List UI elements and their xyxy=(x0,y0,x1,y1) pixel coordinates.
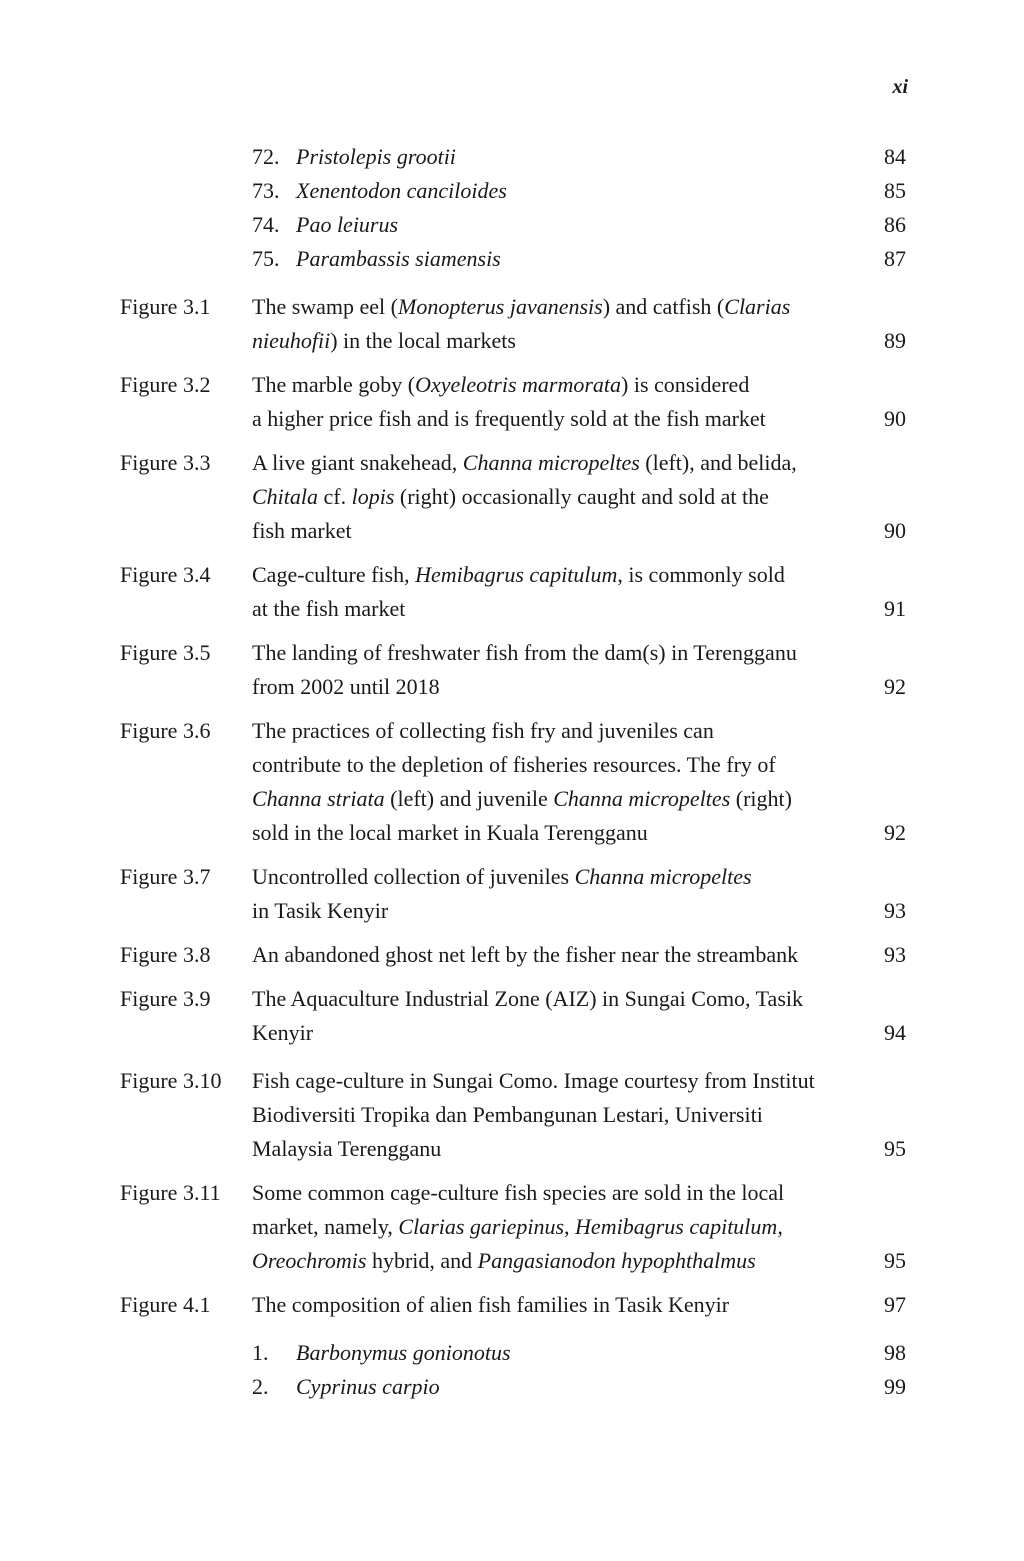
figure-caption xyxy=(252,290,870,358)
plate-page-number: 86 xyxy=(884,212,906,237)
caption-text: Kenyir xyxy=(252,1020,314,1045)
plate-species-name: Cyprinus carpio xyxy=(296,1374,440,1399)
plate-species-name: Xenentodon canciloides xyxy=(296,178,507,203)
figure-page-number: 95 xyxy=(884,1248,906,1273)
species-name: nieuhofii xyxy=(252,328,331,353)
species-name: Pangasianodon hypophthalmus xyxy=(477,1248,756,1273)
figure-caption xyxy=(252,1288,870,1322)
plate-number: 2. xyxy=(252,1374,269,1399)
figure-label: Figure 3.3 xyxy=(120,450,211,475)
caption-text: ) in the local markets xyxy=(330,328,516,353)
figure-label: Figure 3.4 xyxy=(120,562,211,587)
figure-caption xyxy=(252,446,870,548)
plate-title xyxy=(252,242,870,276)
caption-text: at the fish market xyxy=(252,596,406,621)
caption-text: , xyxy=(564,1214,576,1239)
caption-text: An abandoned ghost net left by the fisher near the streambank xyxy=(252,942,799,967)
caption-text: , is commonly sold xyxy=(617,562,785,587)
figure-label: Figure 3.5 xyxy=(120,640,211,665)
figure-page-number: 90 xyxy=(884,518,906,543)
caption-text: A live giant snakehead, xyxy=(252,450,463,475)
caption-text: Some common cage-culture fish species are sold in the local xyxy=(252,1180,785,1205)
caption-text: in Tasik Kenyir xyxy=(252,898,389,923)
figure-label: Figure 3.8 xyxy=(120,942,211,967)
plate-title xyxy=(252,1370,870,1404)
figure-caption xyxy=(252,860,870,928)
caption-line xyxy=(252,368,870,402)
caption-line xyxy=(252,860,870,894)
figure-label: Figure 3.6 xyxy=(120,718,211,743)
caption-line xyxy=(252,592,870,626)
figure-caption xyxy=(252,714,870,850)
figure-page-number: 90 xyxy=(884,406,906,431)
figure-page-number: 92 xyxy=(884,674,906,699)
caption-text: (right) occasionally caught and sold at the xyxy=(394,484,769,509)
caption-line xyxy=(252,1064,870,1098)
plate-number: 75. xyxy=(252,246,280,271)
figure-caption xyxy=(252,1064,870,1166)
caption-line xyxy=(252,748,870,782)
plate-species-name: Parambassis siamensis xyxy=(296,246,501,271)
figure-page-number: 91 xyxy=(884,596,906,621)
species-name: Monopterus javanensis xyxy=(398,294,603,319)
species-name: Channa micropeltes xyxy=(553,786,731,811)
figure-caption xyxy=(252,938,870,972)
caption-text: The composition of alien fish families in Tasik Kenyir xyxy=(252,1292,730,1317)
caption-line xyxy=(252,1098,870,1132)
caption-text: Cage-culture fish, xyxy=(252,562,416,587)
caption-text: fish market xyxy=(252,518,352,543)
caption-text: The practices of collecting fish fry and juveniles can xyxy=(252,718,714,743)
caption-line xyxy=(252,714,870,748)
figure-page-number: 89 xyxy=(884,328,906,353)
caption-text: ) and catfish ( xyxy=(602,294,725,319)
caption-text: The Aquaculture Industrial Zone (AIZ) in Sungai Como, Tasik xyxy=(252,986,803,1011)
caption-line xyxy=(252,1176,870,1210)
plate-page-number: 98 xyxy=(884,1340,906,1365)
caption-text: Biodiversiti Tropika dan Pembangunan Lestari, Universiti xyxy=(252,1102,763,1127)
figure-caption xyxy=(252,558,870,626)
caption-text: (left), and belida, xyxy=(639,450,797,475)
species-name: Clarias xyxy=(724,294,791,319)
plate-title xyxy=(252,1336,870,1370)
figure-label: Figure 3.2 xyxy=(120,372,211,397)
caption-text: Malaysia Terengganu xyxy=(252,1136,442,1161)
plate-page-number: 85 xyxy=(884,178,906,203)
figure-caption xyxy=(252,1176,870,1278)
species-name: Oxyeleotris marmorata xyxy=(415,372,622,397)
figure-page-number: 95 xyxy=(884,1136,906,1161)
figure-caption xyxy=(252,982,870,1050)
caption-line xyxy=(252,982,870,1016)
caption-text: Fish cage-culture in Sungai Como. Image courtesy from Institut xyxy=(252,1068,815,1093)
plate-number: 1. xyxy=(252,1340,269,1365)
caption-line xyxy=(252,938,870,972)
caption-text: The landing of freshwater fish from the dam(s) in Terengganu xyxy=(252,640,797,665)
species-name: Oreochromis xyxy=(252,1248,367,1273)
caption-line xyxy=(252,1244,870,1278)
figure-label: Figure 3.1 xyxy=(120,294,211,319)
figure-page-number: 93 xyxy=(884,898,906,923)
plate-number: 72. xyxy=(252,144,280,169)
plate-species-name: Pristolepis grootii xyxy=(296,144,456,169)
species-name: Channa micropeltes xyxy=(462,450,640,475)
species-name: Hemibagrus capitulum xyxy=(415,562,618,587)
caption-line xyxy=(252,1132,870,1166)
caption-text: contribute to the depletion of fisheries resources. The fry of xyxy=(252,752,776,777)
caption-line xyxy=(252,290,870,324)
figure-label: Figure 3.10 xyxy=(120,1068,222,1093)
plate-page-number: 84 xyxy=(884,144,906,169)
plate-page-number: 87 xyxy=(884,246,906,271)
plate-number: 73. xyxy=(252,178,280,203)
caption-text: cf. xyxy=(318,484,352,509)
species-name: Channa striata xyxy=(252,786,385,811)
plate-species-name: Barbonymus gonionotus xyxy=(296,1340,511,1365)
plate-page-number: 99 xyxy=(884,1374,906,1399)
figure-label: Figure 3.7 xyxy=(120,864,211,889)
figure-page-number: 93 xyxy=(884,942,906,967)
caption-line xyxy=(252,514,870,548)
caption-text: (right) xyxy=(730,786,792,811)
figure-page-number: 92 xyxy=(884,820,906,845)
caption-line xyxy=(252,782,870,816)
caption-text: a higher price fish and is frequently sold at the fish market xyxy=(252,406,766,431)
caption-text: Uncontrolled collection of juveniles xyxy=(252,864,575,889)
caption-line xyxy=(252,1288,870,1322)
figure-caption xyxy=(252,368,870,436)
plate-title xyxy=(252,174,870,208)
caption-line xyxy=(252,894,870,928)
caption-text: sold in the local market in Kuala Terengganu xyxy=(252,820,648,845)
species-name: Hemibagrus capitulum xyxy=(575,1214,778,1239)
species-name: lopis xyxy=(351,484,395,509)
species-name: Clarias gariepinus xyxy=(398,1214,565,1239)
caption-text: ) is considered xyxy=(621,372,750,397)
plate-title xyxy=(252,208,870,242)
caption-line xyxy=(252,402,870,436)
caption-line xyxy=(252,446,870,480)
figure-caption xyxy=(252,636,870,704)
figure-page-number: 94 xyxy=(884,1020,906,1045)
caption-line xyxy=(252,816,870,850)
caption-text: hybrid, and xyxy=(366,1248,478,1273)
species-name: Chitala xyxy=(252,484,319,509)
caption-text: from 2002 until 2018 xyxy=(252,674,440,699)
figure-label: Figure 3.9 xyxy=(120,986,211,1011)
caption-line xyxy=(252,558,870,592)
caption-line xyxy=(252,1016,870,1050)
caption-line xyxy=(252,670,870,704)
figure-label: Figure 4.1 xyxy=(120,1292,211,1317)
plate-title xyxy=(252,140,870,174)
plate-species-name: Pao leiurus xyxy=(296,212,399,237)
caption-line xyxy=(252,1210,870,1244)
caption-text: , xyxy=(777,1214,783,1239)
plate-number: 74. xyxy=(252,212,280,237)
caption-text: (left) and juvenile xyxy=(384,786,554,811)
page-number: xi xyxy=(892,76,908,98)
caption-line xyxy=(252,324,870,358)
figure-label: Figure 3.11 xyxy=(120,1180,221,1205)
caption-line xyxy=(252,636,870,670)
caption-line xyxy=(252,480,870,514)
species-name: Channa micropeltes xyxy=(574,864,752,889)
caption-text: The marble goby ( xyxy=(252,372,416,397)
caption-text: market, namely, xyxy=(252,1214,399,1239)
figure-page-number: 97 xyxy=(884,1292,906,1317)
caption-text: The swamp eel ( xyxy=(252,294,398,319)
